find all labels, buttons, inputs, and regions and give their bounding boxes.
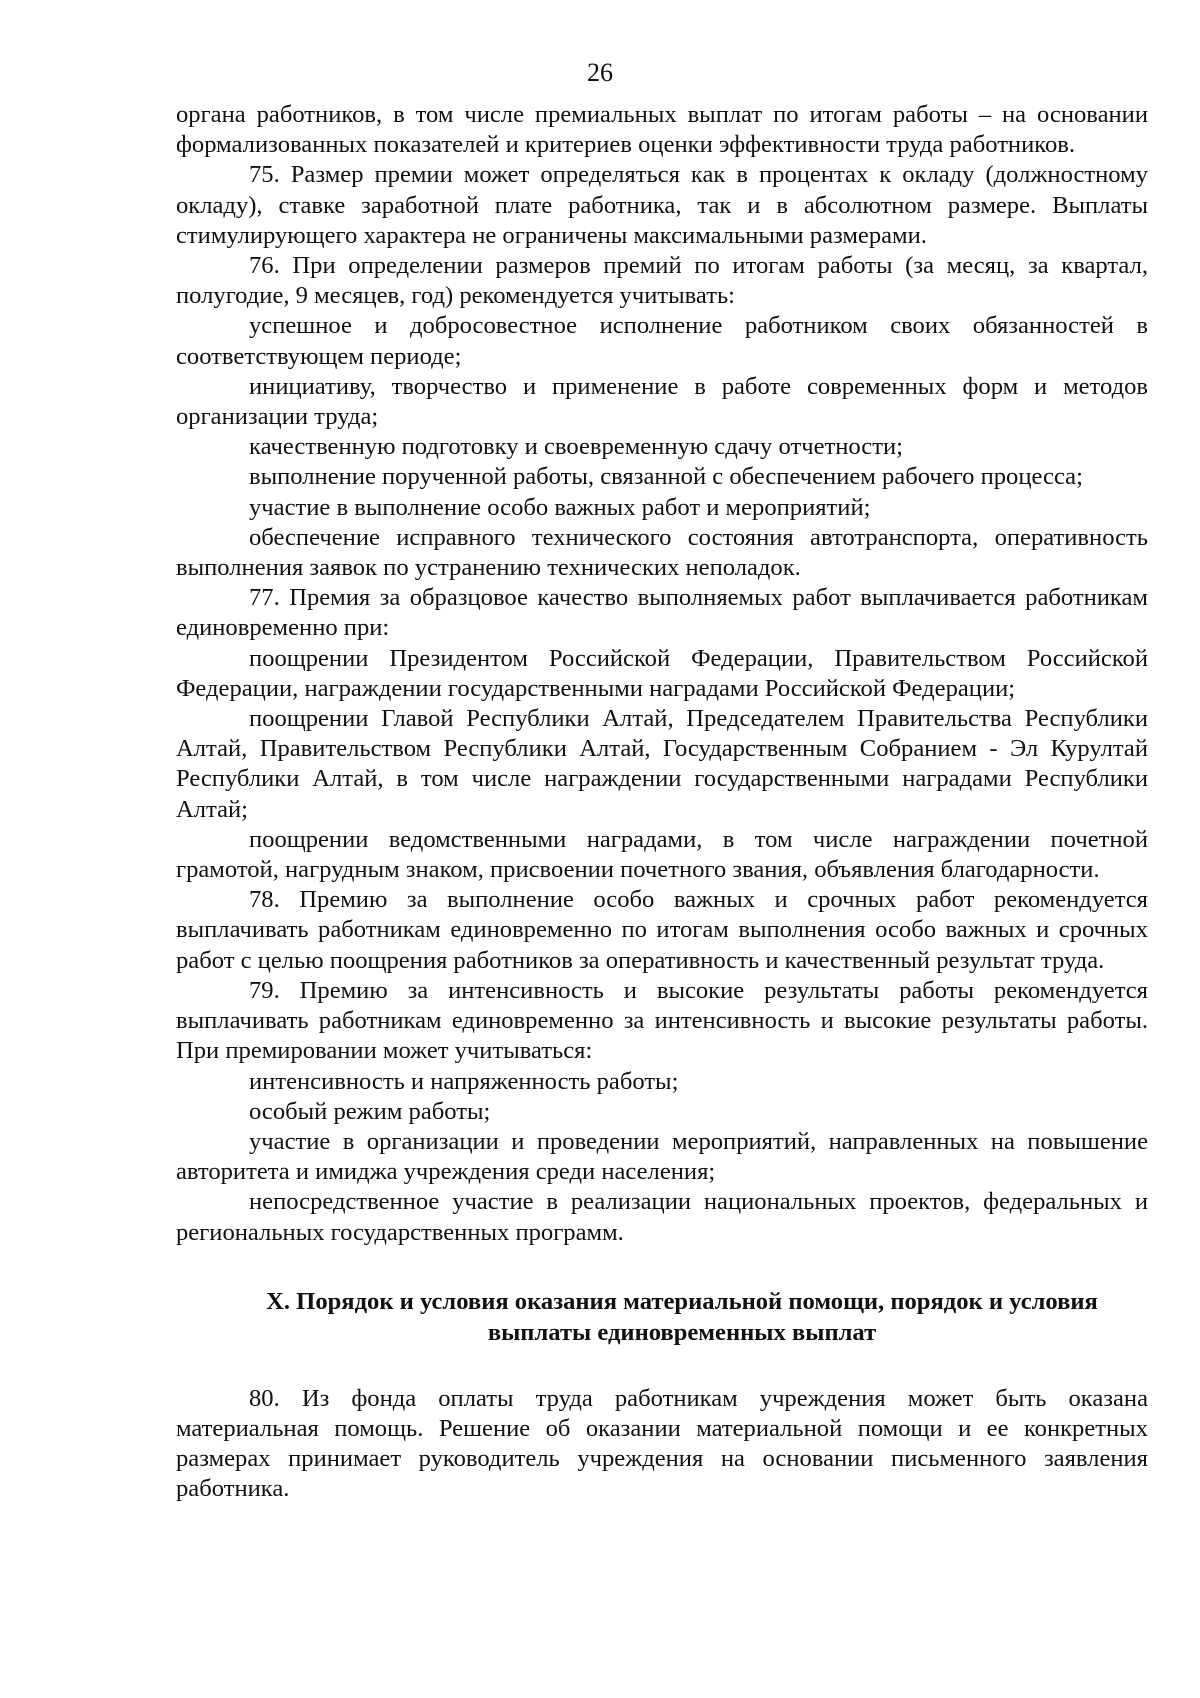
section-title-line-2: выплаты единовременных выплат bbox=[487, 1318, 877, 1346]
paragraph: органа работников, в том числе премиальных выплат по итогам работы – на основании формализованных показателей и критериев оценки эффективности труда работников. bbox=[176, 101, 1148, 159]
section-title bbox=[176, 1286, 1148, 1348]
paragraph: 75. Размер премии может определяться как в процентах к окладу (должностному окладу), ставке заработной плате работника, так и в абсолютном размере. Выплаты стимулирующего характера не ограничены максимальными размерами. bbox=[176, 161, 1148, 249]
paragraph: 77. Премия за образцовое качество выполняемых работ выплачивается работникам единовременно при: bbox=[176, 584, 1148, 642]
paragraph: поощрении Главой Республики Алтай, Председателем Правительства Республики Алтай, Правительством Республики Алтай, Государственным Собранием - Эл Курултай Республики Алтай, в том числе награждении государственными наградами Республики Алтай; bbox=[176, 705, 1148, 823]
paragraph: качественную подготовку и своевременную сдачу отчетности; bbox=[249, 433, 903, 461]
document-body bbox=[176, 100, 1148, 1505]
paragraph: обеспечение исправного технического состояния автотранспорта, оперативность выполнения заявок по устранению технических неполадок. bbox=[176, 523, 1148, 582]
paragraph: 78. Премию за выполнение особо важных и срочных работ рекомендуется выплачивать работникам единовременно по итогам выполнения особо важных и срочных работ с целью поощрения работников за оперативность и качественный результат труда. bbox=[176, 886, 1148, 974]
paragraph: 76. При определении размеров премий по итогам работы (за месяц, за квартал, полугодие, 9 месяцев, год) рекомендуется учитывать: bbox=[176, 252, 1148, 310]
paragraph: особый режим работы; bbox=[249, 1097, 491, 1125]
section-title-line-1: X. Порядок и условия оказания материальной помощи, порядок и условия bbox=[266, 1287, 1098, 1315]
paragraphs-bottom bbox=[176, 1384, 1148, 1505]
paragraph: непосредственное участие в реализации национальных проектов, федеральных и региональных государственных программ. bbox=[176, 1188, 1148, 1246]
paragraph: поощрении Президентом Российской Федерации, Правительством Российской Федерации, награждении государственными наградами Российской Федерации; bbox=[176, 644, 1148, 702]
page-number: 26 bbox=[587, 58, 613, 87]
paragraph: выполнение порученной работы, связанной с обеспечением рабочего процесса; bbox=[249, 463, 1083, 491]
paragraph: успешное и добросовестное исполнение работником своих обязанностей в соответствующем периоде; bbox=[176, 312, 1148, 370]
paragraphs-top bbox=[176, 100, 1148, 1248]
paragraph: инициативу, творчество и применение в работе современных форм и методов организации труда; bbox=[176, 372, 1148, 431]
paragraph: участие в организации и проведении мероприятий, направленных на повышение авторитета и имиджа учреждения среди населения; bbox=[176, 1127, 1148, 1186]
paragraph: 80. Из фонда оплаты труда работникам учреждения может быть оказана материальная помощь. Решение об оказании материальной помощи и ее конкретных размерах принимает руководитель учреждения на основании письменного заявления работника. bbox=[176, 1384, 1148, 1503]
paragraph: интенсивность и напряженность работы; bbox=[249, 1067, 679, 1095]
paragraph: 79. Премию за интенсивность и высокие результаты работы рекомендуется выплачивать работникам единовременно за интенсивность и высокие результаты работы. При премировании может учитываться: bbox=[176, 976, 1148, 1065]
paragraph: поощрении ведомственными наградами, в том числе награждении почетной грамотой, нагрудным знаком, присвоении почетного звания, объявления благодарности. bbox=[176, 825, 1148, 884]
paragraph: участие в выполнение особо важных работ и мероприятий; bbox=[249, 493, 871, 521]
